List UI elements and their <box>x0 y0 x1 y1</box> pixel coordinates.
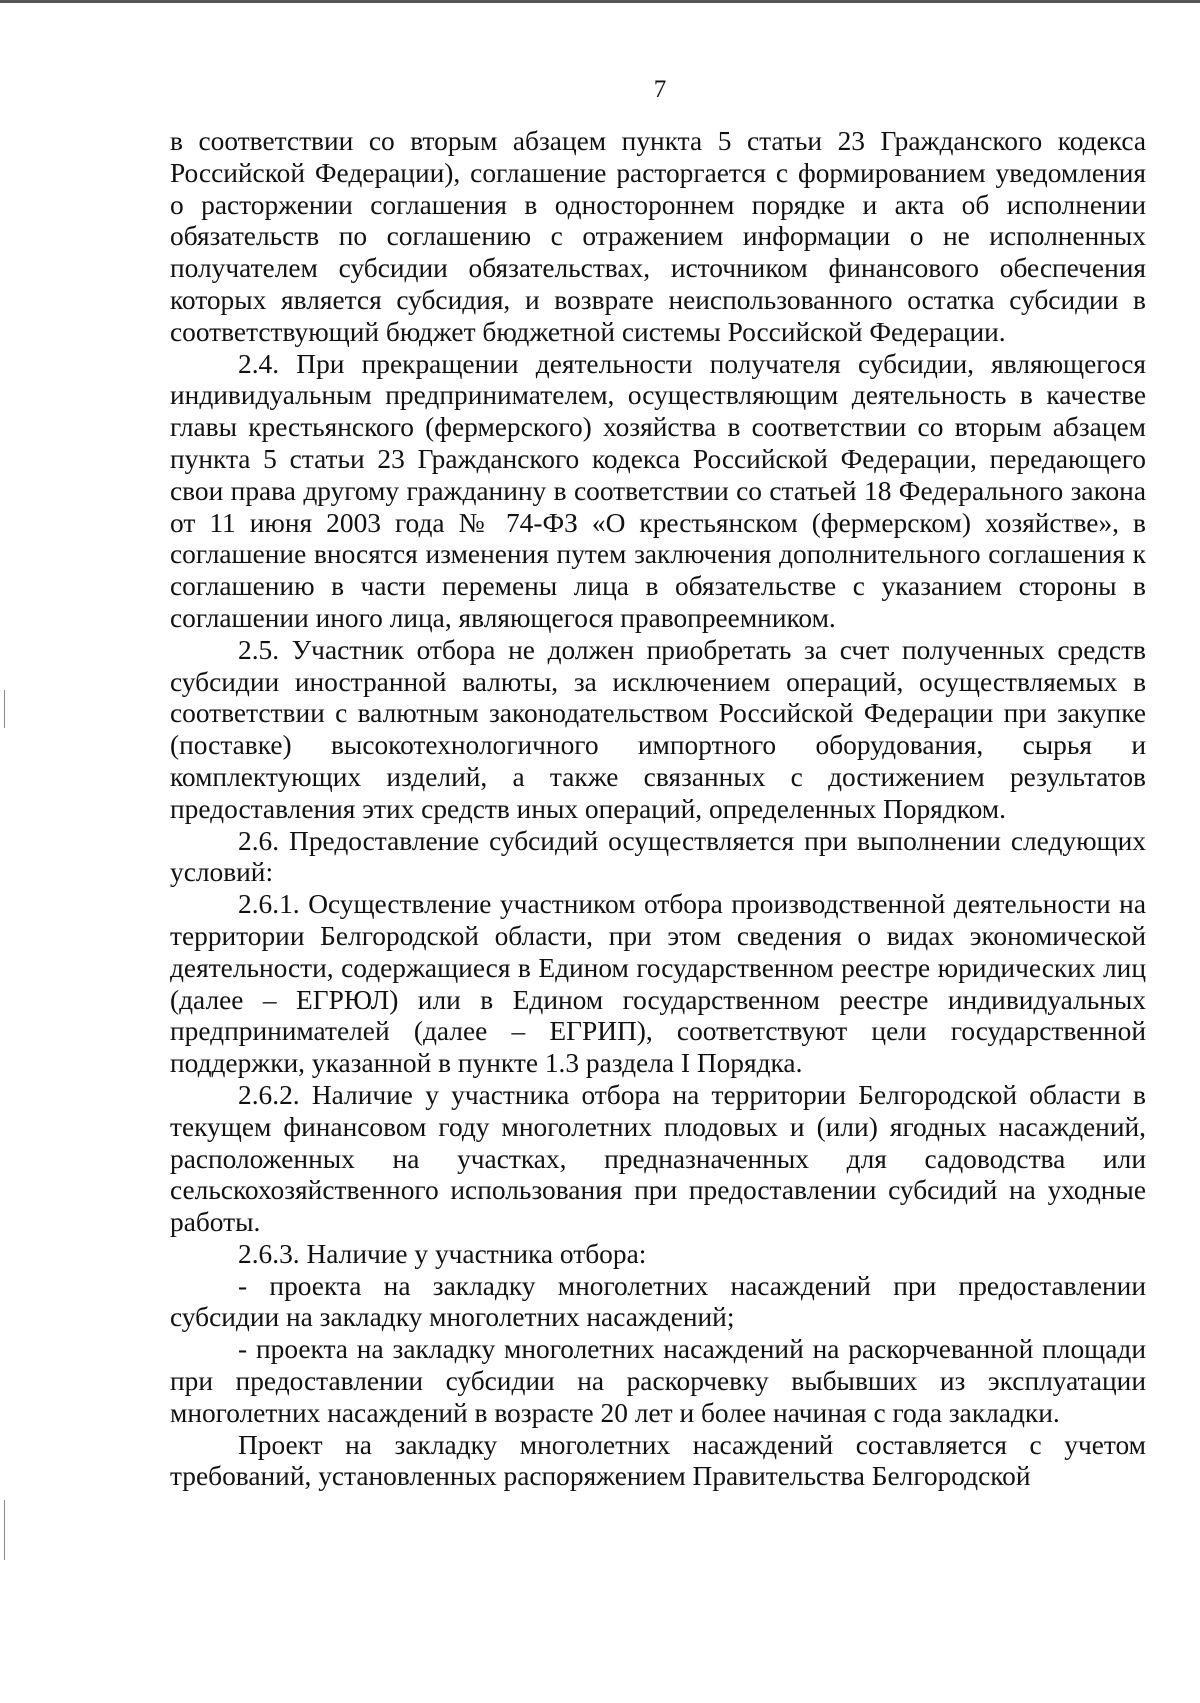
scan-margin-mark <box>4 690 5 728</box>
scan-margin-mark <box>4 1500 5 1560</box>
paragraph-2-6: 2.6. Предоставление субсидий осуществляется при выполнении следующих условий: <box>170 825 1146 888</box>
paragraph-2-6-2: 2.6.2. Наличие у участника отбора на территории Белгородской области в текущем финансовом году многолетних плодовых и (или) ягодных насаждений, расположенных на участках, предназначенных для садоводства или сельскохозяйственного использования при предоставлении субсидий на уходные работы. <box>170 1079 1146 1238</box>
page-number: 7 <box>653 76 667 103</box>
paragraph-2-4: 2.4. При прекращении деятельности получателя субсидии, являющегося индивидуальным предпринимателем, осуществляющим деятельность в качестве главы крестьянского (фермерского) хозяйства в соответствии со вторым абзацем пункта 5 статьи 23 Гражданского кодекса Российской Федерации, передающего свои права другому гражданину в соответствии со статьей 18 Федерального закона от 11 июня 2003 года № 74-ФЗ «О крестьянском (фермерском) хозяйстве», в соглашение вносятся изменения путем заключения дополнительного соглашения к соглашению в части перемены лица в обязательстве с указанием стороны в соглашении иного лица, являющегося правопреемником. <box>170 348 1146 633</box>
paragraph-2-6-1: 2.6.1. Осуществление участником отбора производственной деятельности на территории Белгородской области, при этом сведения о видах экономической деятельности, содержащиеся в Едином государственном реестре юридических лиц (далее – ЕГРЮЛ) или в Едином государственном реестре индивидуальных предпринимателей (далее – ЕГРИП), соответствуют цели государственной поддержки, указанной в пункте 1.3 раздела I Порядка. <box>170 889 1146 1079</box>
document-body <box>170 126 1146 1493</box>
paragraph: Проект на закладку многолетних насаждений составляется с учетом требований, установленных распоряжением Правительства Белгородской <box>170 1429 1146 1492</box>
paragraph: в соответствии со вторым абзацем пункта 5 статьи 23 Гражданского кодекса Российской Федерации), соглашение расторгается с формированием уведомления о расторжении соглашения в одностороннем порядке и акта об исполнении обязательств по соглашению с отражением информации о не исполненных получателем субсидии обязательствах, источником финансового обеспечения которых является субсидия, и возврате неиспользованного остатка субсидии в соответствующий бюджет бюджетной системы Российской Федерации. <box>170 126 1146 347</box>
paragraph-2-6-3: 2.6.3. Наличие у участника отбора: <box>238 1238 647 1269</box>
paragraph-2-5: 2.5. Участник отбора не должен приобретать за счет полученных средств субсидии иностранной валюты, за исключением операций, осуществляемых в соответствии с валютным законодательством Российской Федерации при закупке (поставке) высокотехнологичного импортного оборудования, сырья и комплектующих изделий, а также связанных с достижением результатов предоставления этих средств иных операций, определенных Порядком. <box>170 634 1146 824</box>
list-item: - проекта на закладку многолетних насаждений при предоставлении субсидии на закладку многолетних насаждений; <box>170 1270 1146 1333</box>
list-item: - проекта на закладку многолетних насаждений на раскорчеванной площади при предоставлении субсидии на раскорчевку выбывших из эксплуатации многолетних насаждений в возрасте 20 лет и более начиная с года закладки. <box>170 1334 1146 1428</box>
scan-top-edge <box>0 0 1200 3</box>
